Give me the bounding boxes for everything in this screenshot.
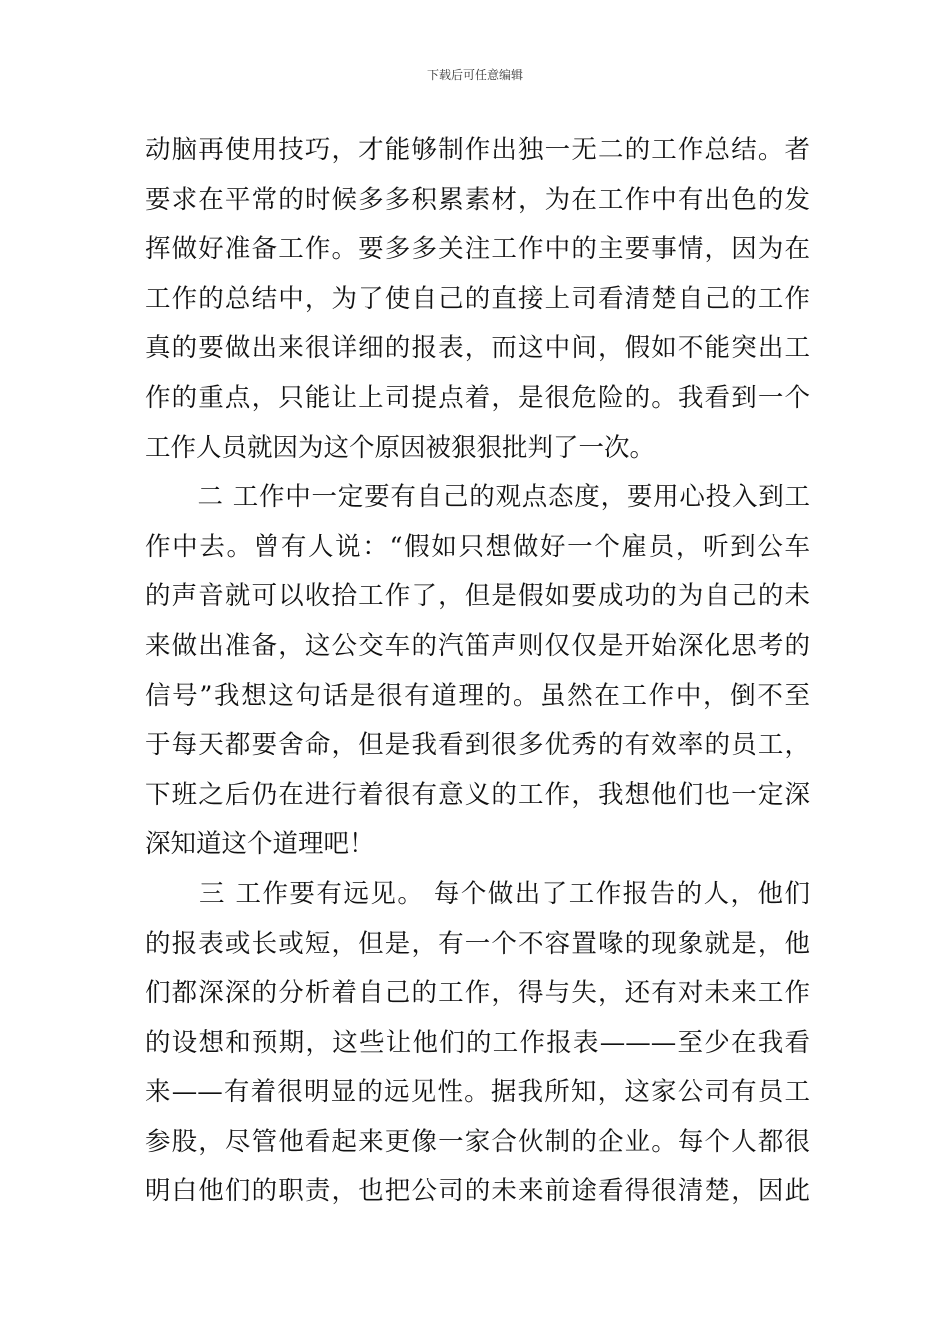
text-line: 真的要做出来很详细的报表，而这中间，假如不能突出工 xyxy=(145,333,810,364)
text-line: 作的重点，只能让上司提点着，是很危险的。我看到一个 xyxy=(145,382,810,413)
text-line: 的设想和预期，这些让他们的工作报表———至少在我看 xyxy=(145,1027,810,1058)
text-line: 挥做好准备工作。要多多关注工作中的主要事情，因为在 xyxy=(145,234,810,265)
text-line: 来做出准备，这公交车的汽笛声则仅仅是开始深化思考的 xyxy=(145,630,810,661)
text-line: 三 工作要有远见。 每个做出了工作报告的人，他们 xyxy=(145,878,810,909)
text-line: 们都深深的分析着自己的工作，得与失，还有对未来工作 xyxy=(145,978,810,1009)
text-line: 信号”我想这句话是很有道理的。虽然在工作中，倒不至 xyxy=(145,680,810,711)
text-line: 的报表或长或短，但是，有一个不容置喙的现象就是，他 xyxy=(145,928,810,959)
text-line: 明白他们的职责，也把公司的未来前途看得很清楚，因此 xyxy=(145,1176,810,1207)
text-line: 的声音就可以收拾工作了，但是假如要成功的为自己的未 xyxy=(145,581,810,612)
text-line: 参股，尽管他看起来更像一家合伙制的企业。每个人都很 xyxy=(145,1126,810,1157)
text-line: 工作人员就因为这个原因被狠狠批判了一次。 xyxy=(145,432,656,463)
text-line: 动脑再使用技巧，才能够制作出独一无二的工作总结。者 xyxy=(145,135,810,165)
text-line: 下班之后仍在进行着很有意义的工作，我想他们也一定深 xyxy=(145,779,810,810)
text-line: 于每天都要舍命，但是我看到很多优秀的有效率的员工， xyxy=(145,730,810,761)
text-line: 深知道这个道理吧！ xyxy=(145,829,375,860)
body-text xyxy=(145,126,810,1217)
text-line: 二 工作中一定要有自己的观点态度，要用心投入到工 xyxy=(145,482,810,513)
text-line: 工作的总结中，为了使自己的直接上司看清楚自己的工作 xyxy=(145,283,810,314)
text-line: 来——有着很明显的远见性。据我所知，这家公司有员工 xyxy=(145,1077,810,1108)
page-header: 下载后可任意编辑 xyxy=(426,68,523,82)
text-line: 要求在平常的时候多多积累素材，为在工作中有出色的发 xyxy=(145,184,810,215)
text-line: 作中去。曾有人说：“假如只想做好一个雇员，听到公车 xyxy=(145,531,810,562)
